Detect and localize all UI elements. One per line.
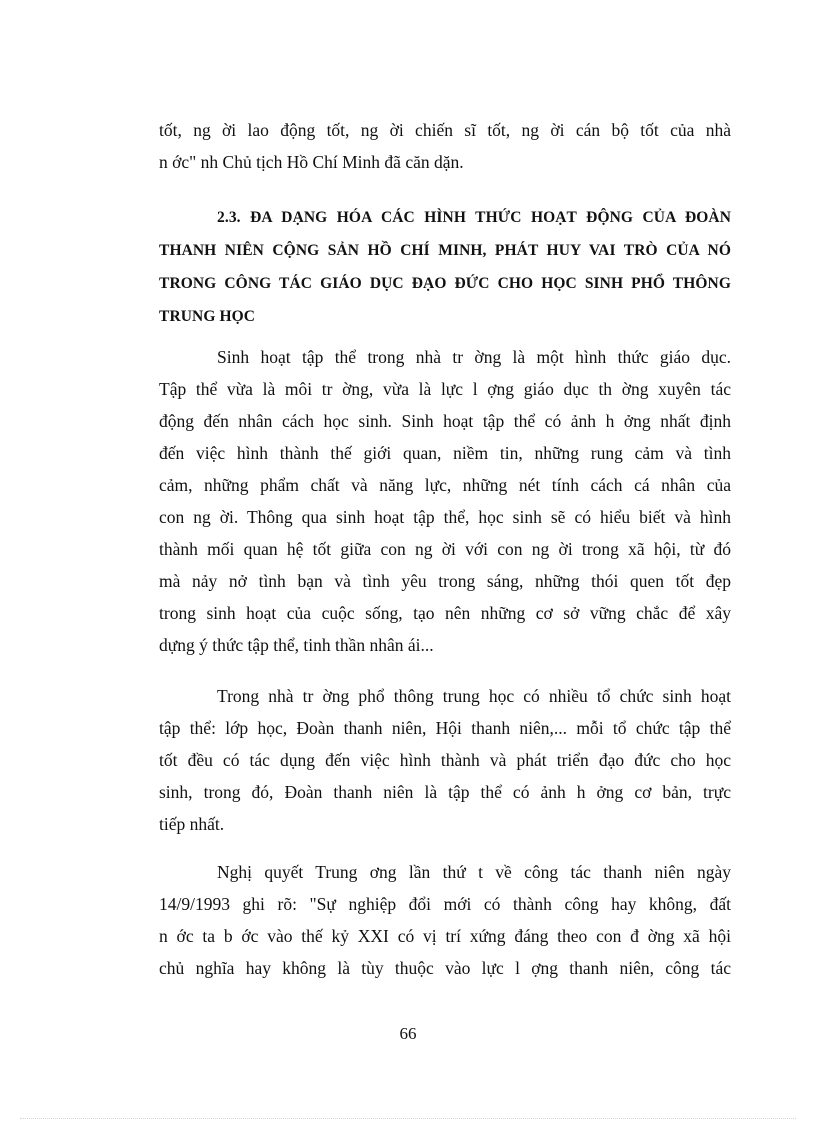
text-line: mà nảy nở tình bạn và tình yêu trong sáng, những thói quen tốt đẹp bbox=[159, 571, 731, 591]
text-line: chủ nghĩa hay không là tùy thuộc vào lực l ợng thanh niên, công tác bbox=[159, 958, 731, 978]
text-line: Trong nhà tr ờng phổ thông trung học có nhiều tổ chức sinh hoạt bbox=[217, 686, 731, 706]
text-line: tập thể: lớp học, Đoàn thanh niên, Hội thanh niên,... mỗi tổ chức tập thể bbox=[159, 718, 731, 738]
section-heading bbox=[159, 201, 731, 333]
text-line: trong sinh hoạt của cuộc sống, tạo nên những cơ sở vững chắc để xây bbox=[159, 603, 731, 623]
heading-line: THANH NIÊN CỘNG SẢN HỒ CHÍ MINH, PHÁT HUY VAI TRÒ CỦA NÓ bbox=[159, 242, 731, 259]
intro-paragraph bbox=[159, 114, 731, 178]
heading-line: TRONG CÔNG TÁC GIÁO DỤC ĐẠO ĐỨC CHO HỌC SINH PHỔ THÔNG bbox=[159, 275, 731, 292]
text-line: Sinh hoạt tập thể trong nhà tr ờng là một hình thức giáo dục. bbox=[217, 347, 731, 367]
text-line: sinh, trong đó, Đoàn thanh niên là tập thể có ảnh h ởng cơ bản, trực bbox=[159, 782, 731, 802]
text-line: Nghị quyết Trung ơng lần thứ t về công tác thanh niên ngày bbox=[217, 862, 731, 882]
paragraph-2 bbox=[159, 680, 731, 840]
text-line: n ớc" nh Chủ tịch Hồ Chí Minh đã căn dặn. bbox=[159, 152, 464, 172]
page-bottom-divider bbox=[20, 1118, 796, 1119]
text-line: đến việc hình thành thế giới quan, niềm tin, những rung cảm và tình bbox=[159, 443, 731, 463]
text-line: tốt đều có tác dụng đến việc hình thành và phát triển đạo đức cho học bbox=[159, 750, 731, 770]
text-line: thành mối quan hệ tốt giữa con ng ời với con ng ời trong xã hội, từ đó bbox=[159, 539, 731, 559]
text-line: n ớc ta b ớc vào thế kỷ XXI có vị trí xứng đáng theo con đ ờng xã hội bbox=[159, 926, 731, 946]
page-number: 66 bbox=[399, 1024, 417, 1043]
text-line: 14/9/1993 ghi rõ: "Sự nghiệp đổi mới có thành công hay không, đất bbox=[159, 894, 731, 914]
text-line: động đến nhân cách học sinh. Sinh hoạt tập thể có ảnh h ởng nhất định bbox=[159, 411, 731, 431]
text-line: Tập thể vừa là môi tr ờng, vừa là lực l ợng giáo dục th ờng xuyên tác bbox=[159, 379, 731, 399]
text-line: tiếp nhất. bbox=[159, 814, 225, 834]
paragraph-3 bbox=[159, 856, 731, 984]
text-line: cảm, những phẩm chất và năng lực, những nét tính cách cá nhân của bbox=[159, 475, 731, 495]
paragraph-1 bbox=[159, 341, 731, 661]
heading-line: TRUNG HỌC bbox=[159, 308, 256, 325]
heading-line: 2.3. ĐA DẠNG HÓA CÁC HÌNH THỨC HOẠT ĐỘNG CỦA ĐOÀN bbox=[217, 209, 731, 226]
text-line: tốt, ng ời lao động tốt, ng ời chiến sĩ tốt, ng ời cán bộ tốt của nhà bbox=[159, 120, 731, 140]
text-line: dựng ý thức tập thể, tinh thần nhân ái... bbox=[159, 635, 434, 655]
text-line: con ng ời. Thông qua sinh hoạt tập thể, học sinh sẽ có hiểu biết và hình bbox=[159, 507, 731, 527]
